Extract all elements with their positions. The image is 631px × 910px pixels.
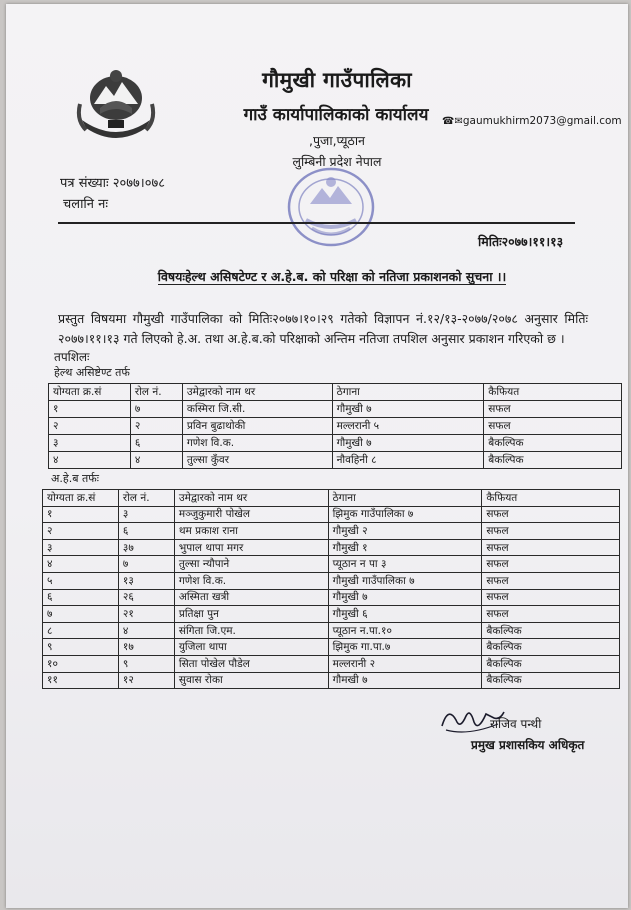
cell-merit-no: २ <box>49 418 131 435</box>
cell-remarks: सफल <box>484 418 622 435</box>
table-row <box>43 572 620 589</box>
phone-mail-icon: ☎✉ <box>442 116 463 127</box>
cell-roll-no: ७ <box>130 401 182 418</box>
cell-address: गौमखी ७ <box>328 672 482 689</box>
table-header-row <box>49 384 622 401</box>
table-row <box>43 506 620 523</box>
contact-info <box>442 115 622 127</box>
cell-name: सुवास रोका <box>174 672 328 689</box>
cell-name: थम प्रकाश राना <box>174 523 328 540</box>
header-merit-no: योग्यता क्र.सं <box>43 490 119 507</box>
cell-merit-no: १० <box>43 655 119 672</box>
cell-merit-no: ७ <box>43 606 119 623</box>
cell-address: गौमुखी ६ <box>328 606 482 623</box>
signatory-name: राजिव पन्थी <box>490 717 542 731</box>
office-seal-stamp-icon <box>284 164 378 250</box>
aheb-results-table <box>42 489 620 689</box>
cell-roll-no: २१ <box>118 606 174 623</box>
notice-body: प्रस्तुत विषयमा गौमुखी गाउँपालिका को मितिः२०७७।१०।२९ गतेको विज्ञापन नं.१२/१३-२०७७/२०७८ अनुसार मितिः २०७७।११।१३ गते लिएको हे.अ. तथा अ.हे.ब.को परिक्षाको अन्तिम नतिजा तपशिल अनुसार प्रकाशन गरिएको छ । <box>58 311 588 346</box>
cell-roll-no: २६ <box>118 589 174 606</box>
cell-remarks: सफल <box>482 506 620 523</box>
cell-address: नौवहिनी ८ <box>332 452 484 469</box>
cell-roll-no: ९ <box>118 655 174 672</box>
cell-name: भुपाल थापा मगर <box>174 539 328 556</box>
table-row <box>49 418 622 435</box>
cell-remarks: सफल <box>482 589 620 606</box>
cell-remarks: बैकल्पिक <box>484 452 622 469</box>
cell-merit-no: ५ <box>43 572 119 589</box>
cell-address: गौमुखी गाउँपालिका ७ <box>328 572 482 589</box>
cell-roll-no: १३ <box>118 572 174 589</box>
cell-address: मल्लरानी २ <box>328 655 482 672</box>
cell-name: प्रतिक्षा पुन <box>174 606 328 623</box>
cell-roll-no: ३ <box>118 506 174 523</box>
office-name: गौमुखी गाउँपालिका <box>262 68 412 92</box>
table-row <box>43 639 620 656</box>
letter-sheet <box>6 4 628 908</box>
cell-roll-no: १२ <box>118 672 174 689</box>
header-address: ठेगाना <box>332 384 484 401</box>
cell-merit-no: १ <box>49 401 131 418</box>
header-roll-no: रोल नं. <box>130 384 182 401</box>
header-roll-no: रोल नं. <box>118 490 174 507</box>
cell-remarks: सफल <box>482 523 620 540</box>
cell-name: अस्मिता खत्री <box>174 589 328 606</box>
table-row <box>49 401 622 418</box>
issue-date: मितिः२०७७।११।१३ <box>478 234 564 249</box>
cell-name: गणेश वि.क. <box>174 572 328 589</box>
cell-roll-no: ४ <box>130 452 182 469</box>
table-row <box>43 655 620 672</box>
cell-name: कस्मिरा जि.सी. <box>182 401 332 418</box>
signatory-title: प्रमुख प्रशासकिय अधिकृत <box>471 738 585 752</box>
cell-merit-no: ३ <box>43 539 119 556</box>
cell-roll-no: २ <box>130 418 182 435</box>
cell-address: गौमुखी ७ <box>332 401 484 418</box>
aheb-section-title: अ.हे.ब तर्फः <box>51 472 99 485</box>
details-label: तपशिलः <box>54 350 90 364</box>
cell-remarks: सफल <box>482 539 620 556</box>
cell-address: मल्लरानी ५ <box>332 418 484 435</box>
cell-merit-no: ८ <box>43 622 119 639</box>
cell-roll-no: १७ <box>118 639 174 656</box>
subject-text: विषयःहेल्थ असिषटेण्ट र अ.हे.ब. को परिक्षा को नतिजा प्रकाशनको सुचना ।। <box>157 269 507 284</box>
cell-address: प्यूठान न.पा.१० <box>328 622 482 639</box>
cell-roll-no: ६ <box>118 523 174 540</box>
health-assistant-section-title: हेल्थ असिष्टेण्ट तर्फ <box>54 366 130 379</box>
cell-name: प्रविन बुढाथोकी <box>182 418 332 435</box>
cell-merit-no: ९ <box>43 639 119 656</box>
cell-name: तुल्सा न्यौपाने <box>174 556 328 573</box>
table-row <box>43 523 620 540</box>
cell-address: झिमुक गाउँपालिका ७ <box>328 506 482 523</box>
table-row <box>43 589 620 606</box>
email-address: gaumukhirm2073@gmail.com <box>462 115 622 127</box>
cell-merit-no: ६ <box>43 589 119 606</box>
cell-merit-no: ३ <box>49 435 131 452</box>
header-candidate-name: उमेद्वारको नाम थर <box>174 490 328 507</box>
header-remarks: कैफियत <box>484 384 622 401</box>
cell-remarks: सफल <box>482 556 620 573</box>
reference-number: पत्र संख्याः २०७७।०७८ <box>60 176 165 191</box>
cell-address: झिमुक गा.पा.७ <box>328 639 482 656</box>
cell-merit-no: ४ <box>43 556 119 573</box>
table-row <box>43 539 620 556</box>
header-candidate-name: उमेद्वारको नाम थर <box>182 384 332 401</box>
cell-remarks: सफल <box>482 606 620 623</box>
table-header-row <box>43 490 620 507</box>
cell-name: तुल्सा कुँवर <box>182 452 332 469</box>
cell-merit-no: १ <box>43 506 119 523</box>
cell-remarks: सफल <box>482 572 620 589</box>
cell-address: गौमुखी १ <box>328 539 482 556</box>
cell-address: प्यूठान न पा ३ <box>328 556 482 573</box>
table-row <box>43 622 620 639</box>
office-province: लुम्बिनी प्रदेश नेपाल <box>292 154 382 169</box>
cell-address: गौमुखी ७ <box>332 435 484 452</box>
cell-merit-no: ११ <box>43 672 119 689</box>
table-row <box>49 452 622 469</box>
cell-roll-no: ४ <box>118 622 174 639</box>
cell-remarks: बैकल्पिक <box>482 672 620 689</box>
table-row <box>43 606 620 623</box>
table-row <box>49 435 622 452</box>
cell-name: सिता पोखेल पौडेल <box>174 655 328 672</box>
table-row <box>43 672 620 689</box>
cell-roll-no: ३७ <box>118 539 174 556</box>
cell-name: युजिला थापा <box>174 639 328 656</box>
cell-remarks: बैकल्पिक <box>482 622 620 639</box>
cell-roll-no: ७ <box>118 556 174 573</box>
cell-merit-no: ४ <box>49 452 131 469</box>
header-merit-no: योग्यता क्र.सं <box>49 384 131 401</box>
cell-remarks: बैकल्पिक <box>484 435 622 452</box>
cell-remarks: बैकल्पिक <box>482 655 620 672</box>
health-assistant-results-table <box>48 383 622 469</box>
office-subtitle: गाउँ कार्यापालिकाको कार्यालय <box>243 105 429 125</box>
cell-name: मञ्जुकुमारी पोखेल <box>174 506 328 523</box>
header-address: ठेगाना <box>328 490 482 507</box>
header-divider <box>58 222 575 224</box>
cell-address: गौमुखी ७ <box>328 589 482 606</box>
cell-merit-no: २ <box>43 523 119 540</box>
cell-address: गौमुखी २ <box>328 523 482 540</box>
dispatch-number: चलानि नः <box>63 197 108 212</box>
office-address: ,पुजा,प्यूठान <box>308 133 365 148</box>
table-row <box>43 556 620 573</box>
cell-roll-no: ६ <box>130 435 182 452</box>
cell-remarks: बैकल्पिक <box>482 639 620 656</box>
cell-name: संगिता जि.एम. <box>174 622 328 639</box>
cell-name: गणेश वि.क. <box>182 435 332 452</box>
subject-line <box>6 268 628 285</box>
header-remarks: कैफियत <box>482 490 620 507</box>
cell-remarks: सफल <box>484 401 622 418</box>
